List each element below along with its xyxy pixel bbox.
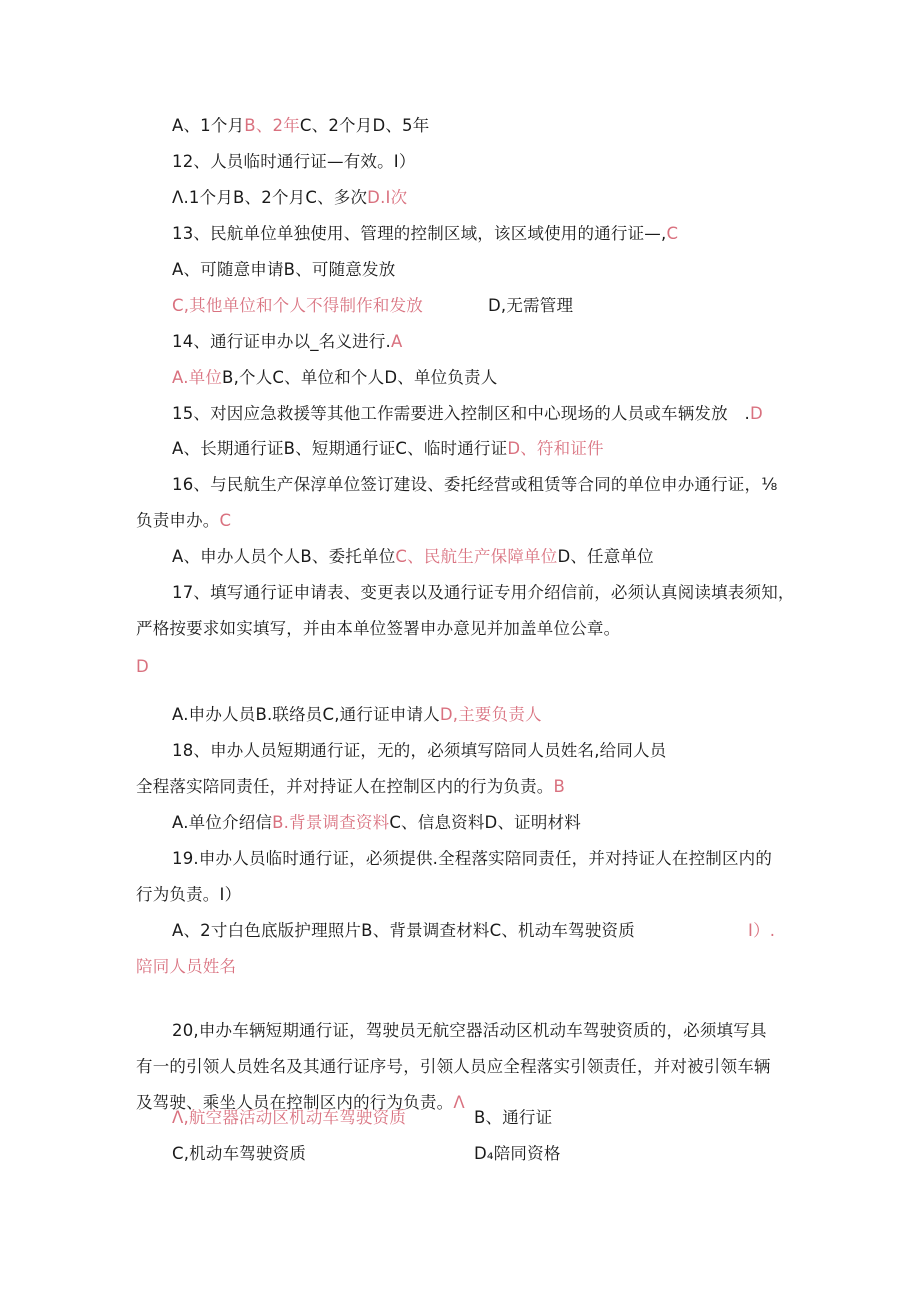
question-text: D₄陪同资格 [474,1144,561,1163]
option-column [488,294,573,318]
question-text: A、1个月 [172,116,245,135]
answer-text: D [749,404,763,423]
question-text: 15、对因应急救援等其他工作需要进入控制区和中心现场的人员或车辆发放 . [172,404,750,423]
question-text: 17、填写通行证申请表、变更表以及通行证专用介绍信前，必须认真阅读填表须知， [172,583,795,602]
line [172,294,574,318]
answer-text: B [553,777,566,796]
line [172,222,678,246]
line [172,366,497,390]
answer-text: Λ,航空器活动区机动车驾驶资质 [172,1108,407,1127]
question-text: 全程落实陪同责任，并对持证人在控制区内的行为负责。 [136,777,554,796]
line [172,186,407,210]
line [172,114,429,138]
line [172,473,777,497]
answer-text: A.单位 [172,368,223,387]
line [172,545,654,569]
line [172,847,772,871]
line [136,883,241,907]
line [172,437,604,461]
answer-text: D [136,657,149,676]
question-text: Λ.1个月B、2个月C、多次 [172,188,368,207]
line [172,1019,767,1043]
answer-text: B、2年 [244,116,300,135]
line [172,150,416,174]
line [172,739,666,763]
question-text: 负责申办。 [136,511,220,530]
question-text: D、任意单位 [557,547,654,566]
question-text: B,个人C、单位和个人D、单位负责人 [222,368,498,387]
answer-text: I）. [748,921,776,940]
question-text: D,无需管理 [488,296,574,315]
question-text: A、长期通行证B、短期通行证C、临时通行证 [172,439,508,458]
answer-text: C、民航生产保障单位 [395,547,558,566]
question-text: B、通行证 [474,1108,553,1127]
answer-text: 陪同人员姓名 [136,957,237,976]
question-text: 16、与民航生产保淳单位签订建设、委托经营或租赁等合同的单位申办通行证，⅛ [172,475,778,494]
line [172,1106,553,1130]
answer-text: C [666,224,679,243]
line [172,258,395,282]
line [136,1055,771,1079]
line [172,1142,561,1166]
question-text: 及驾驶、乘坐人员在控制区内的行为负责。 [136,1093,454,1112]
answer-text: B.背景调查资料 [272,813,390,832]
answer-text: D、符和证件 [507,439,604,458]
question-text: C,机动车驾驶资质 [172,1144,307,1163]
line [172,330,403,354]
question-text: C、2个月D、5年 [299,116,430,135]
question-text: 13、民航单位单独使用、管理的控制区域，该区域使用的通行证—, [172,224,667,243]
line [136,509,231,533]
answer-text: C,其他单位和个人不得制作和发放 [172,296,423,315]
answer-text: D.I次 [367,188,408,207]
line [172,703,542,727]
question-text: 严格按要求如实填写，并由本单位签署申办意见并加盖单位公章。 [136,619,621,638]
question-text: A、申办人员个人B、委托单位 [172,547,396,566]
line [172,919,776,943]
answer-text: D,主要负责人 [439,705,542,724]
line [172,811,581,835]
answer-text: Λ [453,1093,465,1112]
line [136,655,149,679]
line [136,955,236,979]
option-column [748,919,775,943]
answer-text: A [391,332,403,351]
question-text: 12、人员临时通行证—有效。I） [172,152,416,171]
line [136,617,620,641]
question-text: 18、申办人员短期通行证，无的，必须填写陪同人员姓名,给同人员 [172,741,667,760]
question-text: 有一的引领人员姓名及其通行证序号，引领人员应全程落实引领责任，并对被引领车辆 [136,1057,771,1076]
question-text: 19.申办人员临时通行证，必须提供.全程落实陪同责任，并对持证人在控制区内的 [172,849,773,868]
question-text: 行为负责。I） [136,885,242,904]
question-text: C、信息资料D、证明材料 [389,813,581,832]
line [172,402,763,426]
option-column [474,1106,552,1130]
question-text: A、可随意申请B、可随意发放 [172,260,396,279]
question-text: 14、通行证申办以_名义进行. [172,332,391,351]
answer-text: C [219,511,232,530]
question-text: A.单位介绍信 [172,813,273,832]
question-text: A.申办人员B.联络员C,通行证申请人 [172,705,440,724]
line [172,581,795,605]
option-column [474,1142,561,1166]
question-text: 20,申办车辆短期通行证，驾驶员无航空器活动区机动车驾驶资质的，必须填写具 [172,1021,767,1040]
line [136,775,565,799]
question-text: A、2寸白色底版护理照片B、背景调查材料C、机动车驾驶资质 [172,921,635,940]
